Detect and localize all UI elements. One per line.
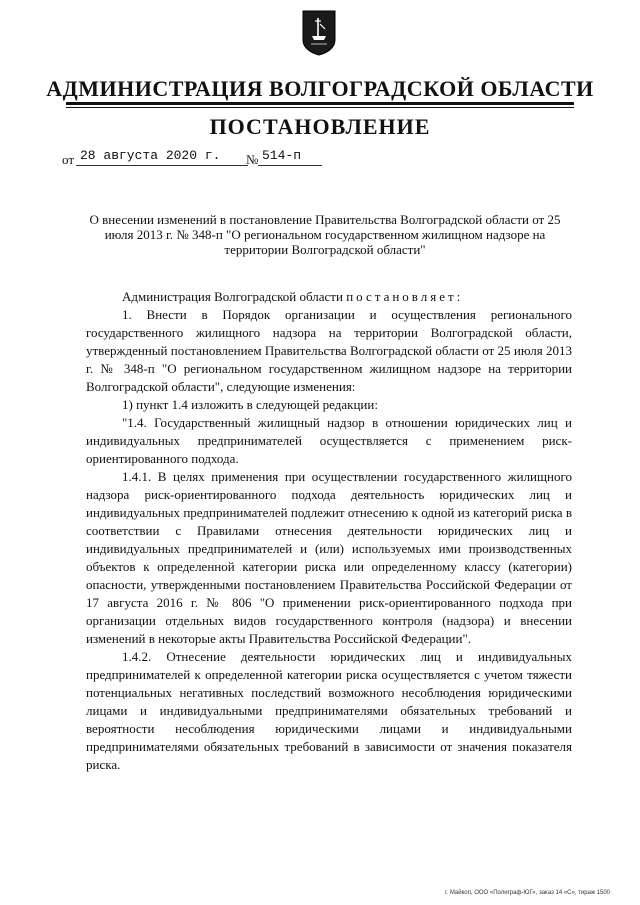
document-subject: О внесении изменений в постановление Правительства Волгоградской области от 25 июля 2013 г. № 348-п "О региональном государственном жилищном надзоре на территории Волгоградской области"	[89, 212, 561, 257]
header-rule-thin	[66, 107, 574, 108]
organization-name: АДМИНИСТРАЦИЯ ВОЛГОГРАДСКОЙ ОБЛАСТИ	[46, 76, 594, 101]
document-date: 28 августа 2020 г.	[80, 148, 221, 163]
body-paragraph: 1.4.1. В целях применения при осуществлении государственного жилищного надзора риск-ориентированного подхода деятельность юридических лиц и индивидуальных предпринимателей подлежит отнесению к одной из категорий риска в соответствии с Правилами отнесения деятельности юридических лиц и индивидуальных предпринимателей и (или) используемых ими производственных объектов к определенной категории риска или определенному классу (категории) опасности, утвержденными постановлением Правительства Российской Федерации от 17 августа 2016 г. № 806 "О применении риск-ориентированного подхода при организации отдельных видов государственного контроля (надзора) и внесении изменений в некоторые акты Правительства Российской Федерации".	[86, 469, 572, 646]
coat-of-arms-icon	[302, 10, 336, 56]
body-paragraph: "1.4. Государственный жилищный надзор в отношении юридических лиц и индивидуальных предпринимателей осуществляется с применением риск-ориентированного подхода.	[86, 415, 572, 466]
header-rule-thick	[66, 102, 574, 105]
print-imprint: г. Майкоп, ООО «Полиграф-ЮГ», заказ 14 «С», тираж 1500	[445, 890, 610, 896]
body-paragraph: 1) пункт 1.4 изложить в следующей редакции:	[122, 397, 378, 412]
body-paragraph: 1.4.2. Отнесение деятельности юридических лиц и индивидуальных предпринимателей к определенной категории риска осуществляется с учетом тяжести потенциальных негативных последствий возможного несоблюдения юридическими лицами и индивидуальными предпринимателями обязательных требований и вероятности несоблюдения юридическими лицами и индивидуальными предпринимателями обязательных требований в зависимости от значения показателя риска.	[86, 649, 572, 772]
intro-verb: постановляет:	[346, 289, 464, 304]
number-label: №	[246, 152, 259, 167]
intro-lead: Администрация Волгоградской области	[122, 289, 343, 304]
date-prefix-label: от	[62, 152, 75, 167]
document-type-title: ПОСТАНОВЛЕНИЕ	[209, 114, 431, 139]
document-body	[86, 288, 572, 774]
body-paragraph: 1. Внести в Порядок организации и осуществления регионального государственного жилищного надзора на территории Волгоградской области, утвержденный постановлением Правительства Волгоградской области от 25 июля 2013 г. № 348-п "О региональном государственном жилищном надзоре на территории Волгоградской области", следующие изменения:	[86, 307, 572, 394]
number-underline	[258, 165, 322, 166]
document-number: 514-п	[262, 148, 302, 163]
intro-paragraph	[86, 288, 572, 306]
date-underline	[76, 165, 248, 166]
